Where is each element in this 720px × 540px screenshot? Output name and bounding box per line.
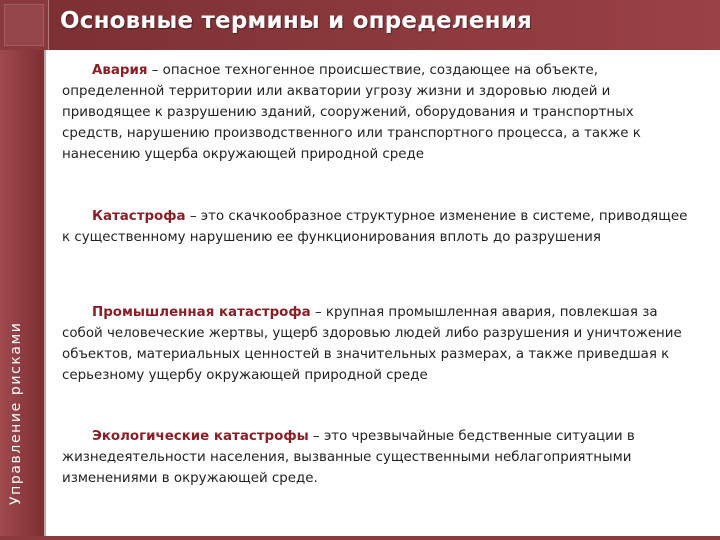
- definition-industrial-catastrophe: [62, 302, 692, 386]
- definition-ecological-catastrophes: [62, 426, 692, 489]
- sidebar-divider: [44, 50, 46, 540]
- definition-text-ecological-catastrophes: – это чрезвычайные бедственные ситуации в жизнедеятельности населения, вызванные существенными неблагоприятными изменениями в окружающей среде.: [62, 429, 635, 486]
- sidebar-vertical-label: Управление рисками: [8, 321, 24, 505]
- term-accident: Авария: [92, 63, 148, 78]
- term-ecological-catastrophes: Экологические катастрофы: [92, 429, 309, 444]
- definition-catastrophe: [62, 206, 692, 248]
- term-industrial-catastrophe: Промышленная катастрофа: [92, 305, 311, 320]
- definition-text-accident: – опасное техногенное происшествие, создающее на объекте, определенной территории или акватории угрозу жизни и здоровью людей и приводящее к разрушению зданий, сооружений, оборудования и транспортных средств, нарушению производственного или транспортного процесса, а также к нанесению ущерба окружающей природной среде: [62, 63, 641, 162]
- bottom-border: [0, 536, 720, 540]
- definition-text-industrial-catastrophe: – крупная промышленная авария, повлекшая за собой человеческие жертвы, ущерб здоровью людей либо разрушения и уничтожение объектов, материальных ценностей в значительных размерах, а также приведшая к серьезному ущербу окружающей природной среде: [62, 305, 682, 383]
- term-catastrophe: Катастрофа: [92, 209, 186, 224]
- page-title: Основные термины и определения: [60, 8, 533, 34]
- definition-accident: [62, 60, 692, 165]
- definition-text-catastrophe: – это скачкообразное структурное изменение в системе, приводящее к существенному нарушению ее функционирования вплоть до разрушения: [62, 209, 688, 245]
- title-bar-corner: [0, 0, 49, 50]
- title-bar: [0, 0, 720, 50]
- corner-decoration: [4, 4, 44, 46]
